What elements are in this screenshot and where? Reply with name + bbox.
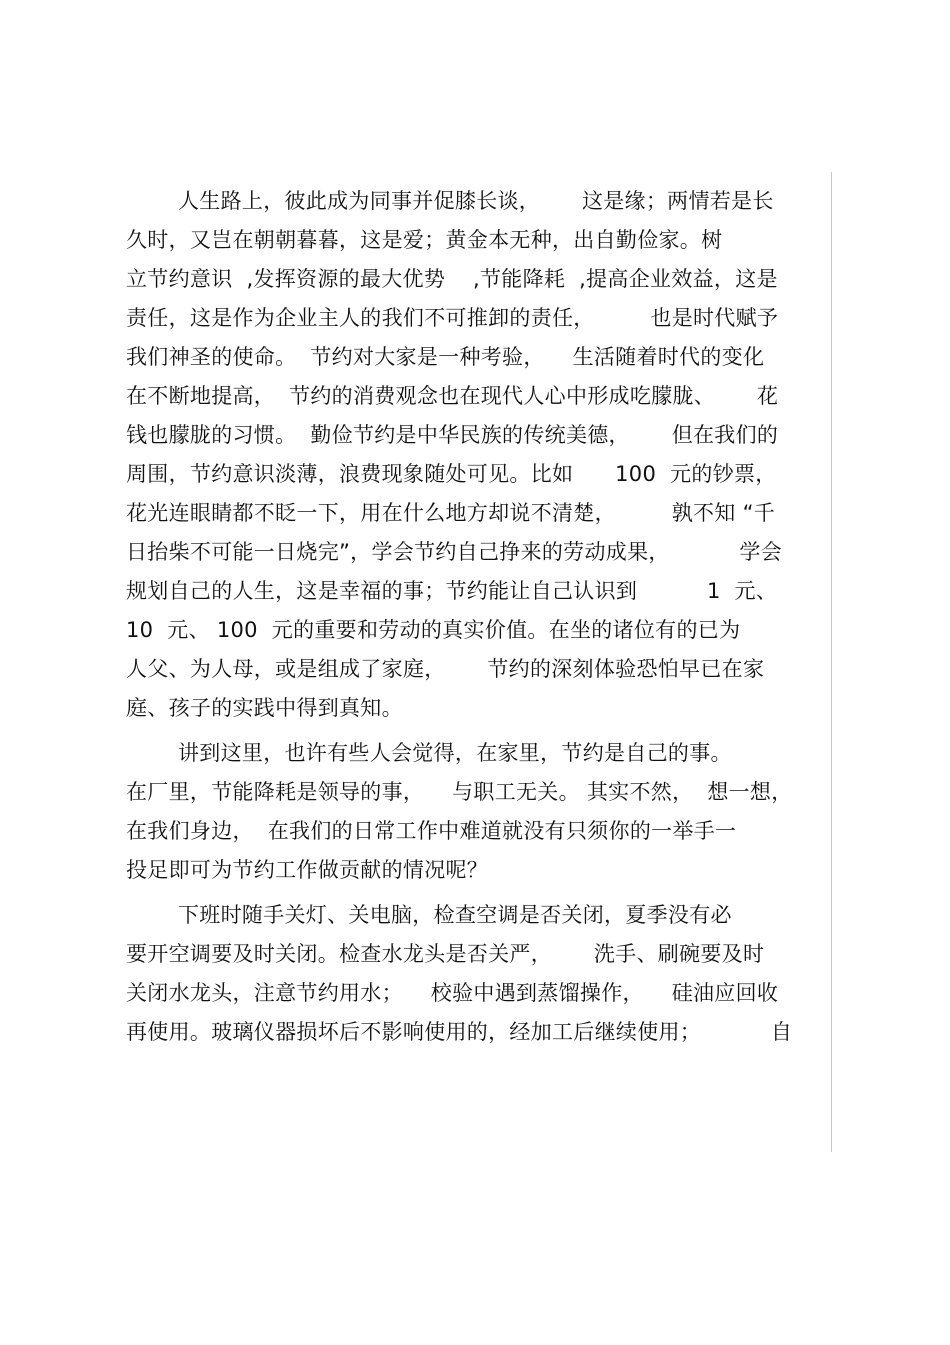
- text-line: 钱也朦胧的习惯。 勤俭节约是中华民族的传统美德， 但在我们的: [126, 423, 779, 447]
- text-line: 人父、为人母，或是组成了家庭， 节约的深刻体验恐怕早已在家: [126, 657, 765, 681]
- page-edge-rule: [831, 172, 832, 1152]
- text-line: 久时，又岂在朝朝暮暮，这是爱；黄金本无种，出自勤俭家。树: [126, 228, 723, 252]
- text-line: 规划自己的人生，这是幸福的事；节约能让自己认识到 1 元、: [126, 579, 778, 603]
- text-line: 10 元、 100 元的重要和劳动的真实价值。在坐的诸位有的已为: [126, 618, 741, 642]
- paragraph-2: [126, 734, 826, 890]
- text-line: 周围，节约意识淡薄，浪费现象随处可见。比如 100 元的钞票，: [126, 462, 777, 486]
- document-body: [126, 182, 826, 1052]
- text-line: 在不断地提高， 节约的消费观念也在现代人心中形成吃朦胧、 花: [126, 384, 779, 408]
- text-line: 责任，这是作为企业主人的我们不可推卸的责任， 也是时代赋予: [126, 306, 779, 330]
- text-line: 要开空调要及时关闭。检查水龙头是否关严， 洗手、刷碗要及时: [126, 942, 765, 966]
- text-line: 我们神圣的使命。 节约对大家是一种考验， 生活随着时代的变化: [126, 345, 765, 369]
- text-line: 下班时随手关灯、关电脑，检查空调是否关闭，夏季没有必: [178, 903, 732, 927]
- text-line: 再使用。玻璃仪器损坏后不影响使用的，经加工后继续使用； 自: [126, 1020, 793, 1044]
- paragraph-3: [126, 896, 826, 1052]
- text-line: 投足即可为节约工作做贡献的情况呢？: [126, 858, 489, 882]
- text-line: 讲到这里，也许有些人会觉得，在家里，节约是自己的事。: [178, 741, 732, 765]
- text-line: 关闭水龙头，注意节约用水； 校验中遇到蒸馏操作， 硅油应回收: [126, 981, 779, 1005]
- text-line: 立节约意识 ,发挥资源的最大优势 ,节能降耗 ,提高企业效益，这是: [126, 267, 778, 291]
- text-line: 日抬柴不可能一日烧完”，学会节约自己挣来的劳动成果， 学会: [126, 540, 783, 564]
- text-line: 人生路上，彼此成为同事并促膝长谈， 这是缘；两情若是长: [178, 189, 774, 213]
- text-line: 庭、孩子的实践中得到真知。: [126, 696, 403, 720]
- paragraph-1: [126, 182, 826, 728]
- text-line: 花光连眼睛都不眨一下，用在什么地方却说不清楚， 孰不知 “千: [126, 501, 776, 525]
- text-line: 在我们身边， 在我们的日常工作中难道就没有只须你的一举手一: [126, 819, 737, 843]
- text-line: 在厂里，节能降耗是领导的事， 与职工无关。 其实不然， 想一想，: [126, 780, 793, 804]
